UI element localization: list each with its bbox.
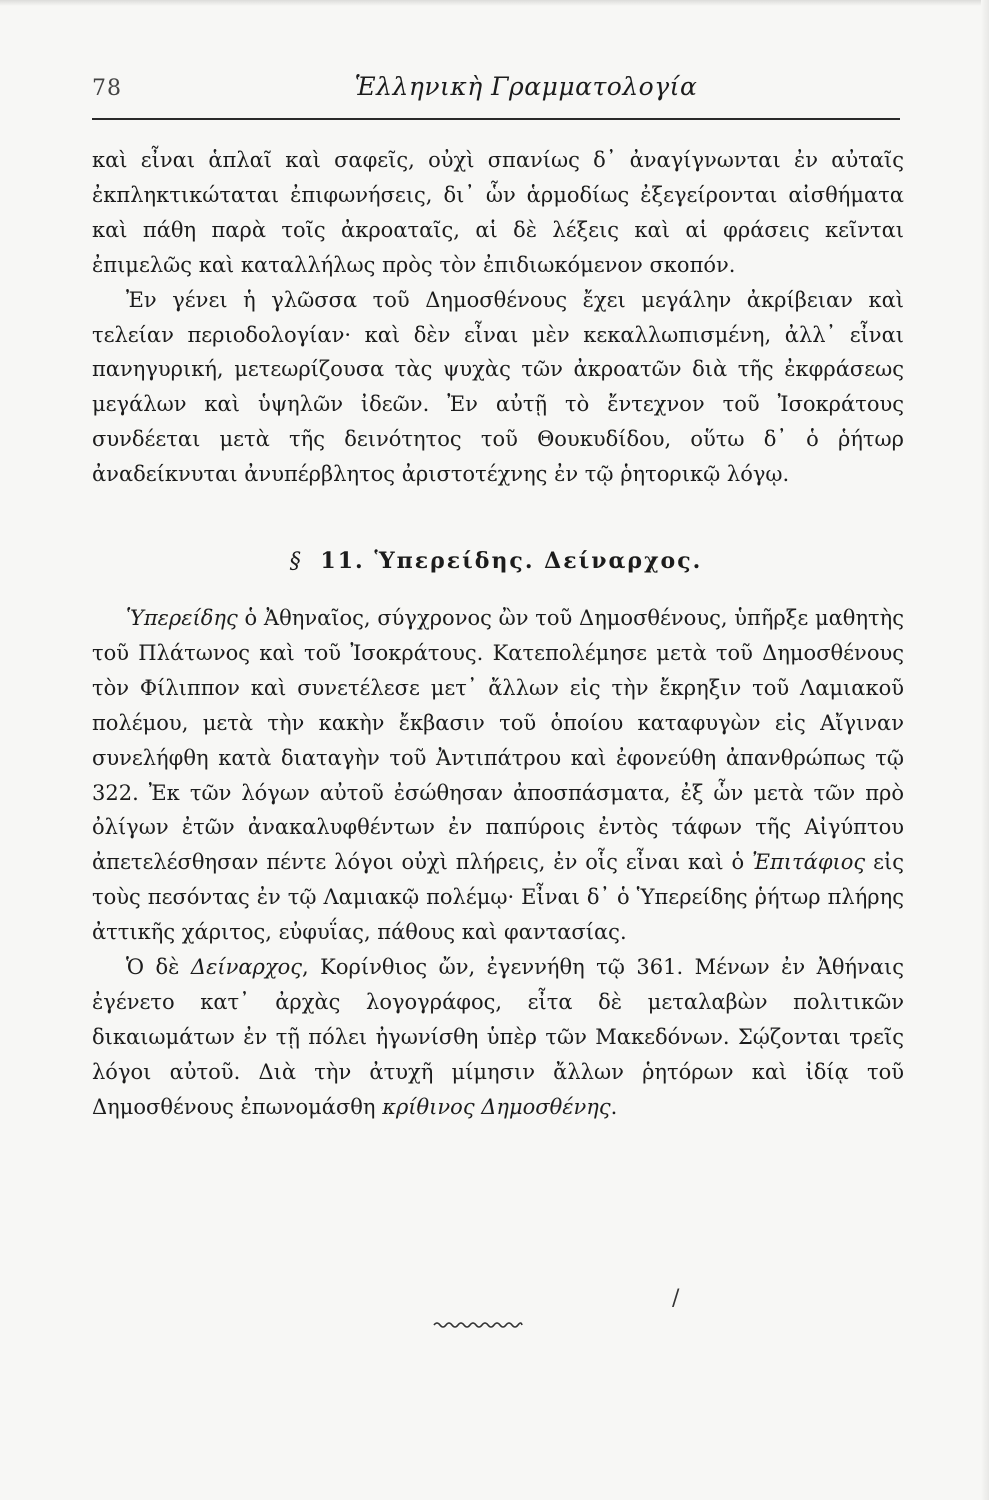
paragraph-deinarchos-text-b: , Κορίνθιος ὤν, ἐγεννήθη τῷ 361. Μένων ἐν Ἀθήναις ἐγένετο κατ᾽ ἀρχὰς λογογράφος, εἶτα δὲ μεταλαβὼν πολιτικῶν δικαιωμάτων ἐν τῇ πόλει ἠγωνίσθη ὑπὲρ τῶν Μακεδόνων. Σῴζονται τρεῖς λόγοι αὐτοῦ. Διὰ τὴν ἀτυχῆ μίμησιν ἄλλων ῥητόρων καὶ ἰδίᾳ τοῦ Δημοσθένους ἐπωνομάσθη: [92, 955, 904, 1119]
stray-mark: /: [672, 1286, 680, 1311]
section-sign: §: [289, 549, 303, 574]
section-title: Ὑπερείδης. Δείναρχος.: [374, 548, 703, 574]
name-hypereides: Ὑπερείδης: [126, 606, 238, 630]
text-block-hypereides-deinarchos: [92, 601, 904, 1125]
wavy-rule-ornament: [432, 1318, 524, 1332]
paragraph-deinarchos-text-c: .: [610, 1094, 618, 1119]
paragraph-hypereides: [92, 601, 904, 950]
work-title-epitaphios: Ἐπιτάφιος: [752, 850, 866, 875]
running-title: Ἑλληνικὴ Γραμματολογία: [354, 72, 698, 101]
header-rule: [92, 118, 900, 120]
paragraph-hypereides-text-b: εἰς τοὺς πεσόντας ἐν τῷ Λαμιακῷ πολέμῳ· Εἶναι δ᾽ ὁ Ὑπερείδης ῥήτωρ πλήρης ἀττικῆς χάριτος, εὐφυΐας, πάθους καὶ φαντασίας.: [92, 850, 904, 945]
page-number: 78: [92, 76, 122, 101]
epithet-krithinos-demosthenes: κρίθινος Δημοσθένης: [382, 1094, 611, 1119]
page-right-edge-shadow: [981, 0, 989, 1500]
paragraph-deinarchos-text-a: Ὁ δὲ: [126, 955, 191, 980]
section-number: 11.: [320, 548, 365, 574]
name-deinarchos: Δείναρχος: [190, 955, 303, 980]
page-header: [92, 70, 900, 110]
paragraph-hypereides-text-a: ὁ Ἀθηναῖος, σύγχρονος ὢν τοῦ Δημοσθένους, ὑπῆρξε μαθητὴς τοῦ Πλάτωνος καὶ τοῦ Ἰσοκράτους. Κατεπολέμησε μετὰ τοῦ Δημοσθένους τὸν Φίλιππον καὶ συνετέλεσε μετ᾽ ἄλλων εἰς τὴν ἔκρηξιν τοῦ Λαμιακοῦ πολέμου, μετὰ τὴν κακὴν ἔκβασιν τοῦ ὁποίου καταφυγὼν εἰς Αἴγιναν συνελήφθη κατὰ διαταγὴν τοῦ Ἀντιπάτρου καὶ ἐφονεύθη ἀπανθρώπως τῷ 322. Ἐκ τῶν λόγων αὐτοῦ ἐσώθησαν ἀποσπάσματα, ἐξ ὧν μετὰ τῶν πρὸ ὀλίγων ἐτῶν ἀνακαλυφθέντων ἐν παπύροις ἐντὸς τάφων τῆς Αἰγύπτου ἀπετελέσθησαν πέντε λόγοι οὐχὶ πλήρεις, ἐν οἷς εἶναι καὶ ὁ: [92, 606, 904, 875]
section-heading: [92, 548, 900, 574]
paragraph-deinarchos: [92, 950, 904, 1125]
wavy-rule-ornament-graphic: [432, 1318, 524, 1332]
paragraph-language-of-demosthenes: Ἐν γένει ἡ γλῶσσα τοῦ Δημοσθένους ἔχει μεγάλην ἀκρίβειαν καὶ τελείαν περιοδολογίαν· καὶ δὲν εἶναι μὲν κεκαλλωπισμένη, ἀλλ᾽ εἶναι πανηγυρική, μετεωρίζουσα τὰς ψυχὰς τῶν ἀκροατῶν διὰ τῆς ἐκφράσεως μεγάλων καὶ ὑψηλῶν ἰδεῶν. Ἐν αὐτῇ τὸ ἔντεχνον τοῦ Ἰσοκράτους συνδέεται μετὰ τῆς δεινότητος τοῦ Θουκυδίδου, οὕτω δ᾽ ὁ ῥήτωρ ἀναδείκνυται ἀνυπέρβλητος ἀριστοτέχνης ἐν τῷ ῥητορικῷ λόγῳ.: [92, 287, 904, 487]
text-block-demosthenes: [92, 143, 904, 492]
paragraph-continued: καὶ εἶναι ἁπλαῖ καὶ σαφεῖς, οὐχὶ σπανίως δ᾽ ἀναγίγνωνται ἐν αὐταῖς ἐκπληκτικώταται ἐπιφωνήσεις, δι᾽ ὧν ἁρμοδίως ἐξεγείρονται αἰσθήματα καὶ πάθη παρὰ τοῖς ἀκροαταῖς, αἱ δὲ λέξεις καὶ αἱ φράσεις κεῖνται ἐπιμελῶς καὶ καταλλήλως πρὸς τὸν ἐπιδιωκόμενον σκοπόν.: [92, 148, 904, 277]
page-top-edge-shadow: [0, 0, 989, 6]
